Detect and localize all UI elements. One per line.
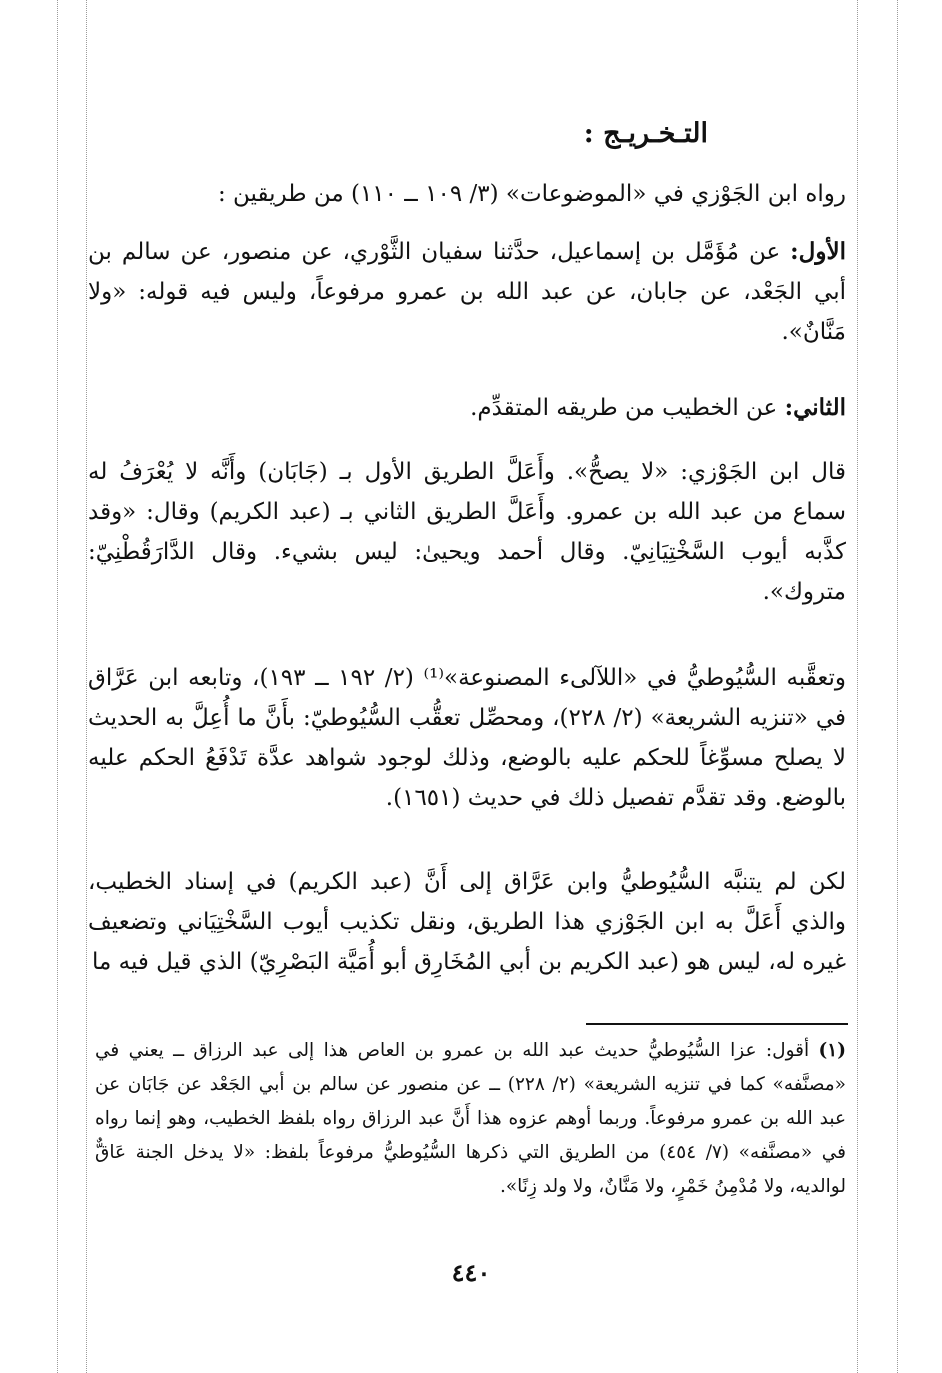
- second-route-label: الثاني:: [784, 394, 846, 421]
- paragraph-ibn-aljawzi: قال ابن الجَوْزي: «لا يصحُّ». وأَعَلَّ الطريق الأول بـ (جَابَان) وأَنَّه لا يُعْرَفُ له سماع من عبد الله بن عمرو. وأَعَلَّ الطريق الثاني بـ (عبد الكريم) وقال: «وقد كذَّبه أيوب السَّخْتِيَانِيّ. وقال أحمد ويحيىٰ: ليس بشيء. وقال الدَّارَقُطْنِيّ: متروك».: [88, 459, 846, 605]
- footnote-separator: [586, 1023, 848, 1025]
- first-route-label: الأول:: [790, 238, 846, 265]
- footnote-marker: (١): [818, 1040, 846, 1061]
- first-route-text: عن مُؤَمَّل بن إسماعيل، حدَّثنا سفيان الثَّوْري، عن منصور، عن سالم بن أبي الجَعْد، عن جابان، عن عبد الله بن عمرو مرفوعاً، وليس فيه قوله: «ولا مَنَّانٌ».: [88, 239, 846, 345]
- margin-guide-right-inner: [857, 0, 858, 1373]
- margin-guide-right-outer: [897, 0, 898, 1373]
- section-heading: التـخـريـج :: [583, 118, 708, 149]
- paragraph-second-route: [88, 388, 846, 428]
- paragraph-first-route: [88, 232, 846, 352]
- paragraph-intro: رواه ابن الجَوْزي في «الموضوعات» (٣/ ١٠٩ ــ ١١٠) من طريقين :: [217, 181, 846, 207]
- page-number: ٤٤٠: [451, 1258, 491, 1287]
- paragraph-lakin: لكن لم يتنبَّه السُّيُوطيُّ وابن عَرَّاق إلى أَنَّ (عبد الكريم) في إسناد الخطيب، والذي أَعَلَّ به ابن الجَوْزي هذا الطريق، ونقل تكذيب أيوب السَّخْتِيَاني وتضعيف غيره له، ليس هو (عبد الكريم بن أبي المُخَارِق أبو أُمَيَّة البَصْرِيّ) الذي قيل فيه ما: [88, 869, 846, 975]
- margin-guide-left-outer: [57, 0, 58, 1373]
- footnote-text: أقول: عزا السُّيُوطيُّ حديث عبد الله بن عمرو بن العاص هذا إلى عبد الرزاق ــ يعني في «مصنَّفه» كما في تنزيه الشريعة» (٢/ ٢٢٨) ــ عن منصور عن سالم بن أبي الجَعْد عن جَابَان عن عبد الله بن عمرو مرفوعاً. وربما أوهم عزوه هذا أَنَّ عبد الرزاق رواه بلفظ الخطيب، وهو إنما رواه في «مصنَّفه» (٧/ ٤٥٤) من الطريق التي ذكرها السُّيُوطيُّ مرفوعاً بلفظ: «لا يدخل الجنة عَاقٌّ لوالديه، ولا مُدْمِنُ خَمْرٍ، ولا مَنَّانٌ، ولا ولد زِنًا».: [95, 1040, 846, 1197]
- footnote: [95, 1034, 846, 1204]
- paragraph-suyuti: وتعقَّبه السُّيُوطيُّ في «اللآلىء المصنوعة»⁽¹⁾ (٢/ ١٩٢ ــ ١٩٣)، وتابعه ابن عَرَّاق في «تنزيه الشريعة» (٢/ ٢٢٨)، ومحصِّل تعقُّب السُّيُوطيّ: بأَنَّ ما أُعِلَّ به الحديث لا يصلح مسوِّغاً للحكم عليه بالوضع، وذلك لوجود شواهد عدَّة تَدْفَعُ الحكم عليه بالوضع. وقد تقدَّم تفصيل ذلك في حديث (١٦٥١).: [88, 665, 847, 811]
- margin-guide-left-inner: [86, 0, 87, 1373]
- second-route-text: عن الخطيب من طريقه المتقدِّم.: [470, 395, 785, 421]
